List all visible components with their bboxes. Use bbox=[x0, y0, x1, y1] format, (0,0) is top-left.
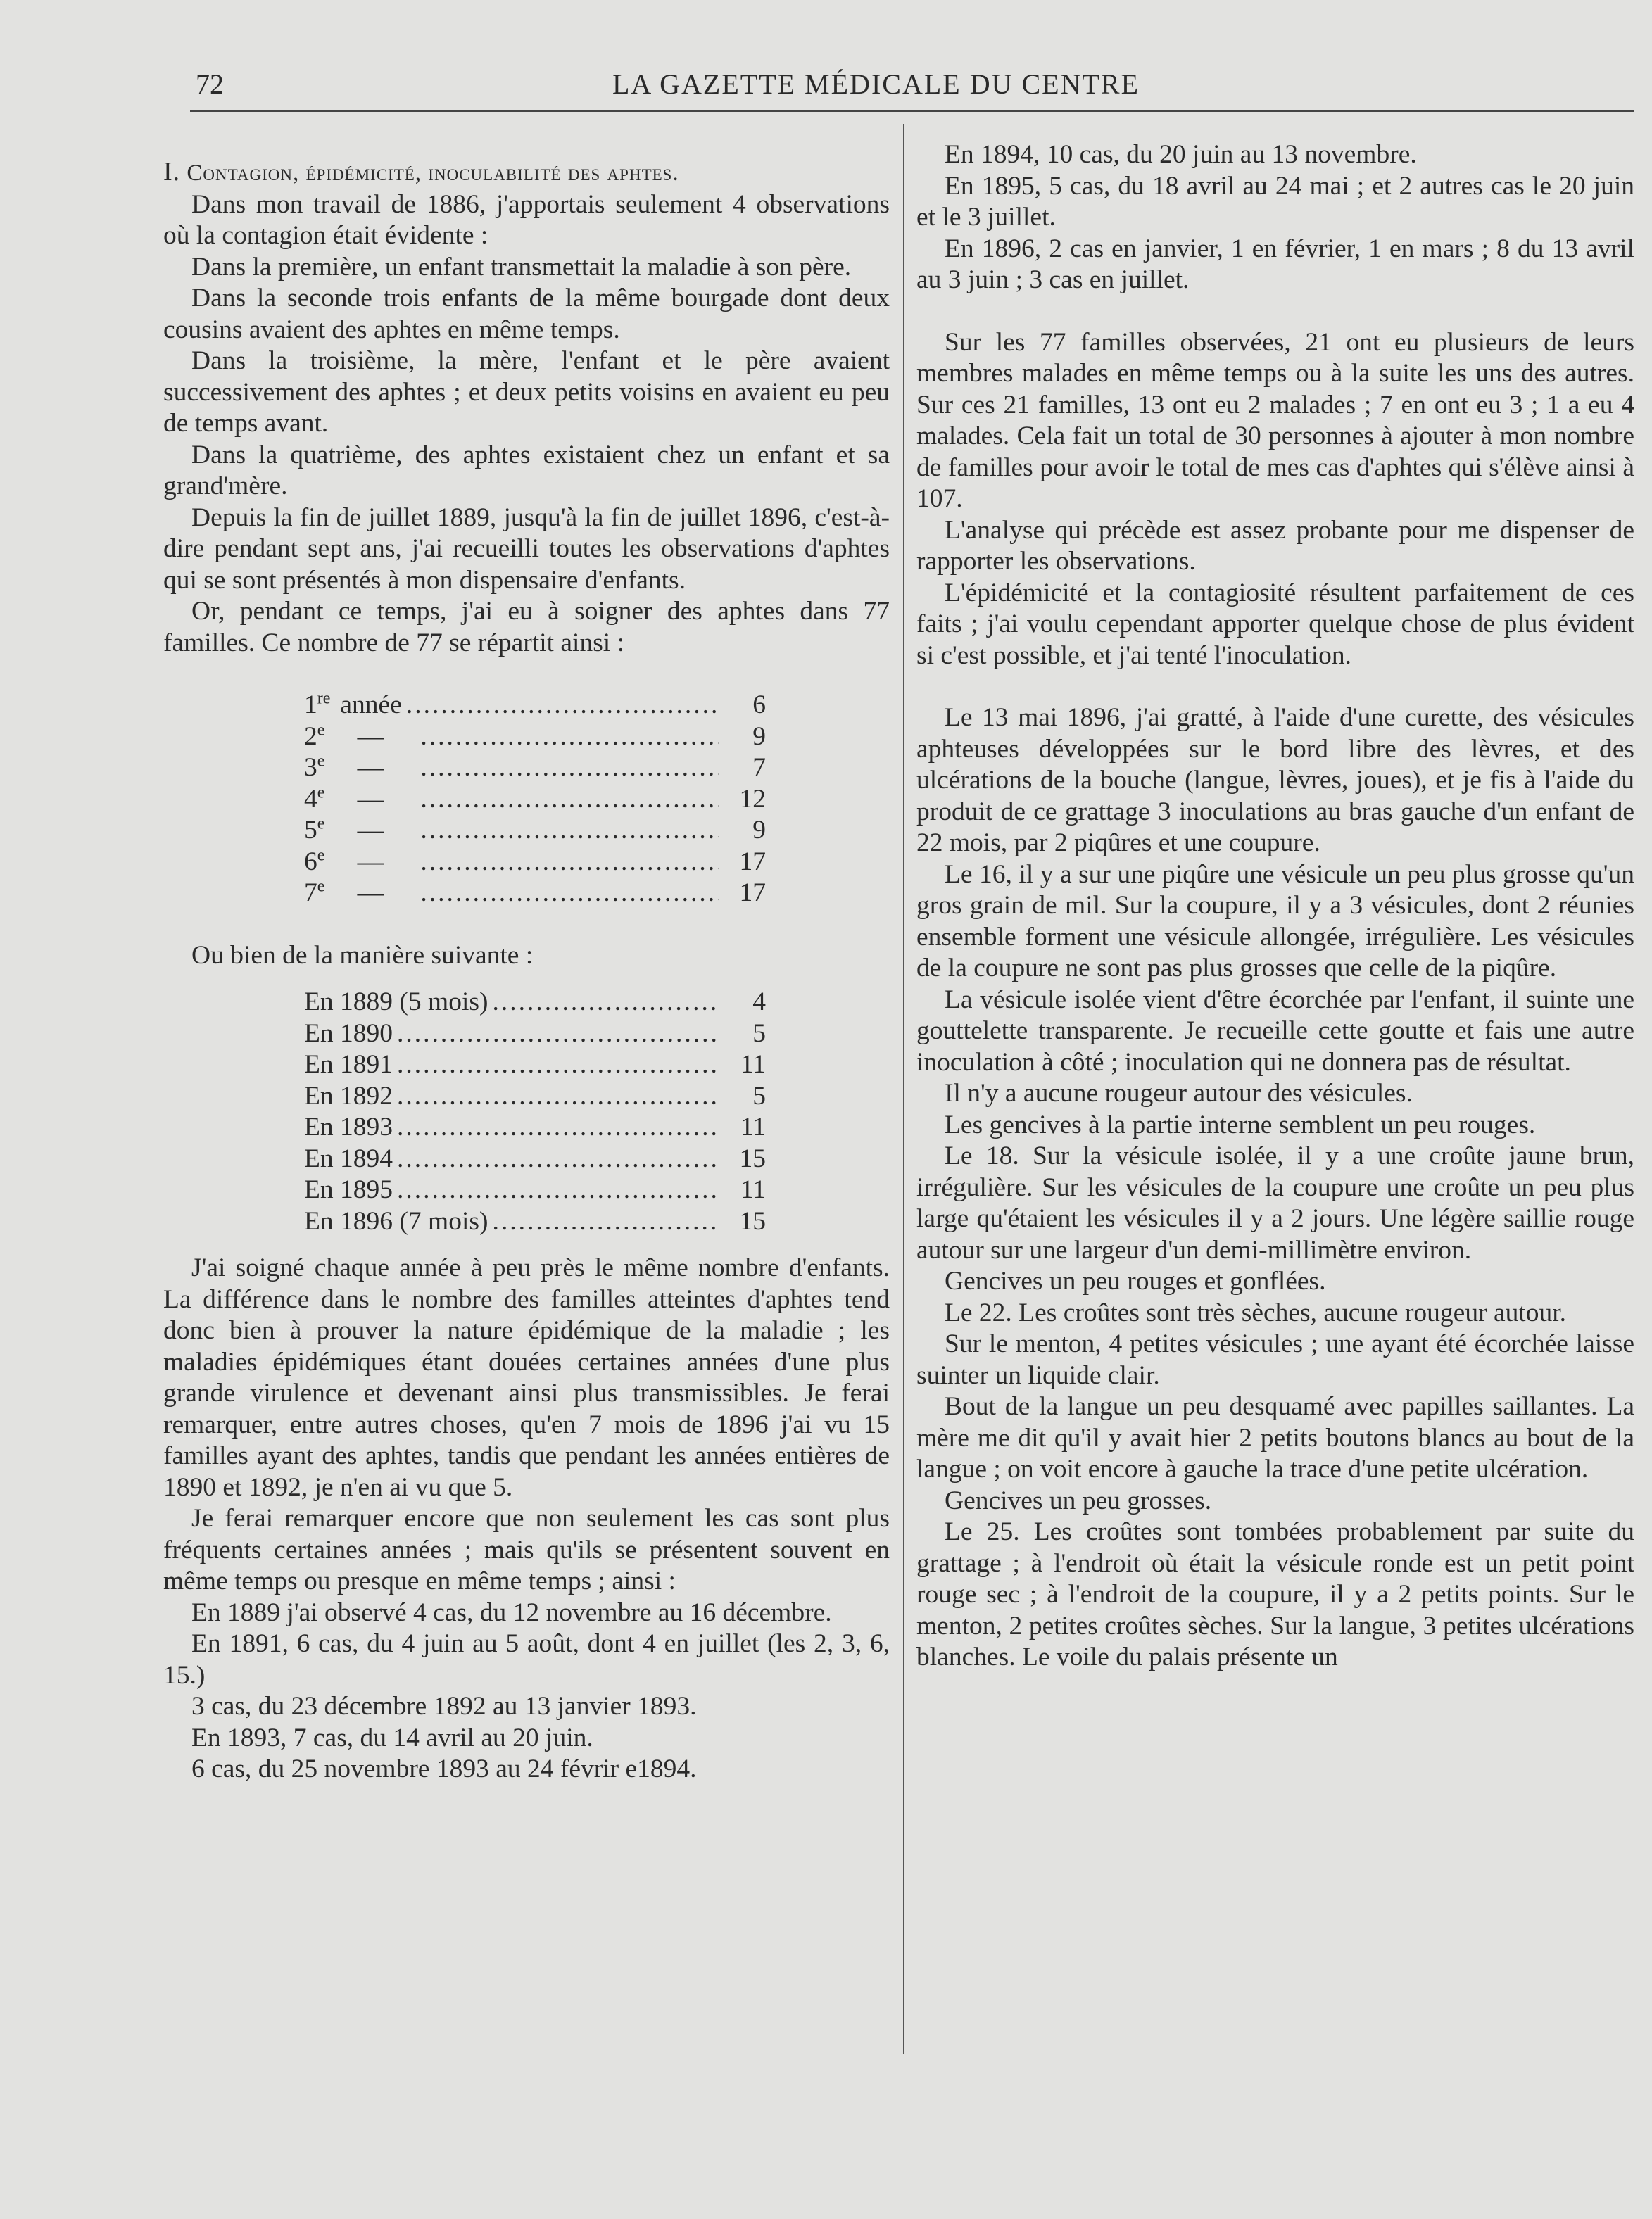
header-rule bbox=[190, 110, 1634, 112]
table-row bbox=[304, 1112, 766, 1144]
paragraph: Le 16, il y a sur une piqûre une vésicule un peu plus grosse qu'un gros grain de mil. Sur la coupure, il y a 3 vésicules, dont 2 réunies ensemble forment une vésicule allongée, irrégulière. Les vésicules de la coupure ne sont pas plus grosses que celle de la piqûre. bbox=[916, 859, 1634, 982]
spacer bbox=[163, 1237, 890, 1253]
row-label: En 1889 (5 mois) bbox=[304, 987, 488, 1016]
paragraph: Ou bien de la manière suivante : bbox=[191, 940, 534, 970]
leader-dots bbox=[397, 1112, 719, 1144]
table-row bbox=[304, 1081, 766, 1113]
leader-dots bbox=[420, 752, 719, 784]
spacer bbox=[163, 971, 890, 987]
leader-dots bbox=[492, 1206, 719, 1238]
leader-dots bbox=[397, 1144, 719, 1175]
table-row bbox=[304, 752, 766, 784]
column-separator bbox=[903, 124, 904, 2054]
row-label: En 1892 bbox=[304, 1081, 393, 1111]
right-column bbox=[916, 139, 1634, 1674]
table-row bbox=[304, 1018, 766, 1050]
paragraph: En 1893, 7 cas, du 14 avril au 20 juin. bbox=[191, 1723, 593, 1752]
table-row bbox=[304, 987, 766, 1018]
table-row bbox=[304, 690, 766, 721]
row-year-label bbox=[304, 878, 324, 909]
row-value: 5 bbox=[752, 1081, 766, 1111]
paragraph: En 1895, 5 cas, du 18 avril au 24 mai ; et 2 autres cas le 20 juin et le 3 juillet. bbox=[916, 171, 1634, 232]
running-title: LA GAZETTE MÉDICALE DU CENTRE bbox=[612, 68, 1140, 100]
paragraph: L'épidémicité et la contagiosité résultent parfaitement de ces faits ; j'ai voulu cependant apporter quelque chose de plus évident si c'est possible, et j'ai tenté l'inoculation. bbox=[916, 578, 1634, 670]
row-year-label bbox=[304, 721, 324, 753]
paragraph: 3 cas, du 23 décembre 1892 au 13 janvier 1893. bbox=[191, 1692, 697, 1721]
paragraph: 6 cas, du 25 novembre 1893 au 24 févrir e1894. bbox=[191, 1755, 697, 1783]
paragraph: Sur le menton, 4 petites vésicules ; une ayant été écorchée laisse suinter un liquide clair. bbox=[916, 1329, 1634, 1390]
paragraph: L'analyse qui précède est assez probante pour me dispenser de rapporter les observations. bbox=[916, 515, 1634, 576]
paragraph: Le 18. Sur la vésicule isolée, il y a une croûte jaune brun, irrégulière. Sur les vésicules de la coupure une croûte un peu plus large qu'étaient les vésicules il y a 2 jours. Une légère saillie rouge autour sur une largeur d'un demi-millimètre environ. bbox=[916, 1142, 1634, 1265]
paragraph: Le 22. Les croûtes sont très sèches, aucune rougeur autour. bbox=[945, 1298, 1567, 1327]
row-value: 11 bbox=[740, 1113, 766, 1142]
leader-dots bbox=[420, 847, 719, 878]
row-year-suffix: e bbox=[317, 846, 325, 864]
section-title: Contagion, épidémicité, inoculabilité des aphtes. bbox=[187, 160, 679, 186]
paragraph: Bout de la langue un peu desquamé avec papilles saillantes. La mère me dit qu'il y avait hier 2 petits boutons blancs au bout de la langue ; on voit encore à gauche la trace d'une petite ulcération. bbox=[916, 1392, 1634, 1484]
paragraph: J'ai soigné chaque année à peu près le même nombre d'enfants. La différence dans le nombre des familles atteintes d'aphtes tend donc bien à prouver la nature épidémique de la maladie ; les maladies épidémiques étant douées certaines années d'une plus grande virulence et devenant ainsi plus transmissibles. Je ferai remarquer, entre autres choses, qu'en 7 mois de 1896 j'ai vu 15 familles ayant des aphtes, tandis que pendant les années entières de 1890 et 1892, je n'en ai vu que 5. bbox=[163, 1253, 890, 1502]
paragraph: En 1894, 10 cas, du 20 juin au 13 novembre. bbox=[945, 140, 1417, 169]
row-value: 15 bbox=[739, 1206, 766, 1236]
row-label: En 1891 bbox=[304, 1050, 393, 1079]
section-heading bbox=[163, 156, 890, 189]
paragraph: En 1889 j'ai observé 4 cas, du 12 novembre au 16 décembre. bbox=[191, 1598, 832, 1627]
row-value: 9 bbox=[752, 721, 766, 751]
paragraph: Gencives un peu rouges et gonflées. bbox=[945, 1267, 1326, 1296]
row-year-label bbox=[304, 847, 324, 878]
row-year-suffix: e bbox=[317, 783, 325, 802]
row-year-suffix: e bbox=[317, 752, 325, 771]
leader-dots bbox=[420, 721, 719, 753]
section-number: I. bbox=[163, 157, 181, 187]
paragraph: Dans la troisième, la mère, l'enfant et le père avaient successivement des aphtes ; et deux petits voisins en avaient eu peu de temps avant. bbox=[163, 346, 890, 438]
spacer bbox=[163, 909, 890, 940]
paragraph: Le 25. Les croûtes sont tombées probablement par suite du grattage ; à l'endroit où était la vésicule ronde est un petit point rouge sec ; à l'endroit de la coupure, il y a 2 petits points. Sur le menton, 2 petites croûtes sèches. Sur la langue, 3 petites ulcérations blanches. Le voile du palais présente un bbox=[916, 1517, 1634, 1671]
paragraph: Les gencives à la partie interne semblent un peu rouges. bbox=[945, 1110, 1536, 1139]
row-value: 5 bbox=[752, 1018, 766, 1048]
table-row bbox=[304, 878, 766, 909]
table-row bbox=[304, 1206, 766, 1238]
row-year-label bbox=[304, 784, 324, 816]
spacer bbox=[916, 296, 1634, 327]
row-year-suffix: re bbox=[317, 689, 331, 708]
leader-dots bbox=[492, 987, 719, 1018]
paragraph: Dans mon travail de 1886, j'apportais seulement 4 observations où la contagion était évidente : bbox=[163, 189, 890, 250]
row-label: En 1895 bbox=[304, 1175, 393, 1204]
row-word: — bbox=[357, 816, 384, 845]
paragraph: Or, pendant ce temps, j'ai eu à soigner des aphtes dans 77 familles. Ce nombre de 77 se répartit ainsi : bbox=[163, 597, 890, 657]
row-year-label bbox=[304, 690, 330, 721]
row-word: — bbox=[357, 847, 384, 876]
table-row bbox=[304, 1049, 766, 1081]
row-word: — bbox=[357, 753, 384, 782]
row-label: En 1890 bbox=[304, 1018, 393, 1048]
paragraph: Dans la première, un enfant transmettait la maladie à son père. bbox=[191, 252, 852, 282]
families-by-year-table bbox=[304, 690, 766, 909]
paragraph: Il n'y a aucune rougeur autour des vésicules. bbox=[945, 1079, 1413, 1108]
paragraph: En 1896, 2 cas en janvier, 1 en février, 1 en mars ; 8 du 13 avril au 3 juin ; 3 cas en juillet. bbox=[916, 234, 1634, 294]
row-value: 4 bbox=[752, 987, 766, 1016]
row-value: 11 bbox=[740, 1050, 766, 1079]
row-year-number: 4 bbox=[304, 784, 317, 814]
row-word: — bbox=[357, 721, 384, 751]
table-row bbox=[304, 815, 766, 847]
row-year-suffix: e bbox=[317, 721, 325, 739]
spacer bbox=[163, 659, 890, 690]
row-value: 15 bbox=[739, 1144, 766, 1173]
paragraph: Je ferai remarquer encore que non seulement les cas sont plus fréquents certaines années ; mais qu'ils se présentent souvent en même temps ou presque en même temps ; ainsi : bbox=[163, 1504, 890, 1595]
leader-dots bbox=[397, 1081, 719, 1113]
row-word: — bbox=[357, 878, 384, 907]
row-value: 7 bbox=[752, 753, 766, 782]
paragraph: La vésicule isolée vient d'être écorchée par l'enfant, il suinte une gouttelette transparente. Je recueille cette goutte et fais une autre inoculation à côté ; inoculation qui ne donnera pas de résultat. bbox=[916, 985, 1634, 1077]
leader-dots bbox=[397, 1018, 719, 1050]
paragraph: Le 13 mai 1896, j'ai gratté, à l'aide d'une curette, des vésicules aphteuses développées sur le bord libre des lèvres, et des ulcérations de la bouche (langue, lèvres, joues), et je fis à l'aide du produit de ce grattage 3 inoculations au bras gauche d'un enfant de 22 mois, par 2 piqûres et une coupure. bbox=[916, 703, 1634, 857]
row-year-label bbox=[304, 815, 324, 847]
table-row bbox=[304, 1175, 766, 1206]
row-word: — bbox=[357, 784, 384, 814]
leader-dots bbox=[397, 1175, 719, 1206]
paragraph: Gencives un peu grosses. bbox=[945, 1486, 1212, 1515]
spacer bbox=[916, 671, 1634, 702]
row-year-label bbox=[304, 752, 324, 784]
paragraph: Sur les 77 familles observées, 21 ont eu plusieurs de leurs membres malades en même temps ou à la suite les uns des autres. Sur ces 21 familles, 13 ont eu 2 malades ; 7 en ont eu 3 ; 1 a eu 4 malades. Cela fait un total de 30 personnes à ajouter à mon nombre de familles pour avoir le total de mes cas d'aphtes qui s'élève ainsi à 107. bbox=[916, 327, 1634, 513]
row-year-number: 7 bbox=[304, 878, 317, 907]
leader-dots bbox=[420, 815, 719, 847]
paragraph: Depuis la fin de juillet 1889, jusqu'à la fin de juillet 1896, c'est-à-dire pendant sept ans, j'ai recueilli toutes les observations d'aphtes qui se sont présentés à mon dispensaire d'enfants. bbox=[163, 502, 890, 595]
leader-dots bbox=[397, 1049, 719, 1081]
row-year-suffix: e bbox=[317, 814, 325, 833]
row-value: 12 bbox=[739, 784, 766, 814]
leader-dots bbox=[406, 690, 719, 721]
row-year-number: 5 bbox=[304, 816, 317, 845]
row-year-number: 2 bbox=[304, 721, 317, 751]
row-value: 11 bbox=[740, 1175, 766, 1204]
row-value: 17 bbox=[739, 878, 766, 907]
leader-dots bbox=[420, 784, 719, 816]
table-row bbox=[304, 784, 766, 816]
table-row bbox=[304, 721, 766, 753]
paragraph: En 1891, 6 cas, du 4 juin au 5 août, dont 4 en juillet (les 2, 3, 6, 15.) bbox=[163, 1629, 890, 1690]
table-row bbox=[304, 1144, 766, 1175]
paragraph: Dans la quatrième, des aphtes existaient chez un enfant et sa grand'mère. bbox=[163, 440, 890, 500]
row-year-number: 1 bbox=[304, 690, 317, 719]
row-label: En 1893 bbox=[304, 1113, 393, 1142]
families-by-calendar-year-table bbox=[304, 987, 766, 1237]
row-year-number: 3 bbox=[304, 753, 317, 782]
row-label: En 1894 bbox=[304, 1144, 393, 1173]
row-value: 17 bbox=[739, 847, 766, 876]
paragraph: Dans la seconde trois enfants de la même bourgade dont deux cousins avaient des aphtes en même temps. bbox=[163, 284, 890, 344]
row-label: En 1896 (7 mois) bbox=[304, 1206, 488, 1236]
table-row bbox=[304, 847, 766, 878]
row-value: 9 bbox=[752, 816, 766, 845]
row-year-number: 6 bbox=[304, 847, 317, 876]
row-word: année bbox=[340, 690, 402, 719]
left-column bbox=[163, 156, 890, 1785]
leader-dots bbox=[420, 878, 719, 909]
row-year-suffix: e bbox=[317, 877, 325, 896]
row-value: 6 bbox=[752, 690, 766, 719]
page-number: 72 bbox=[196, 68, 224, 100]
